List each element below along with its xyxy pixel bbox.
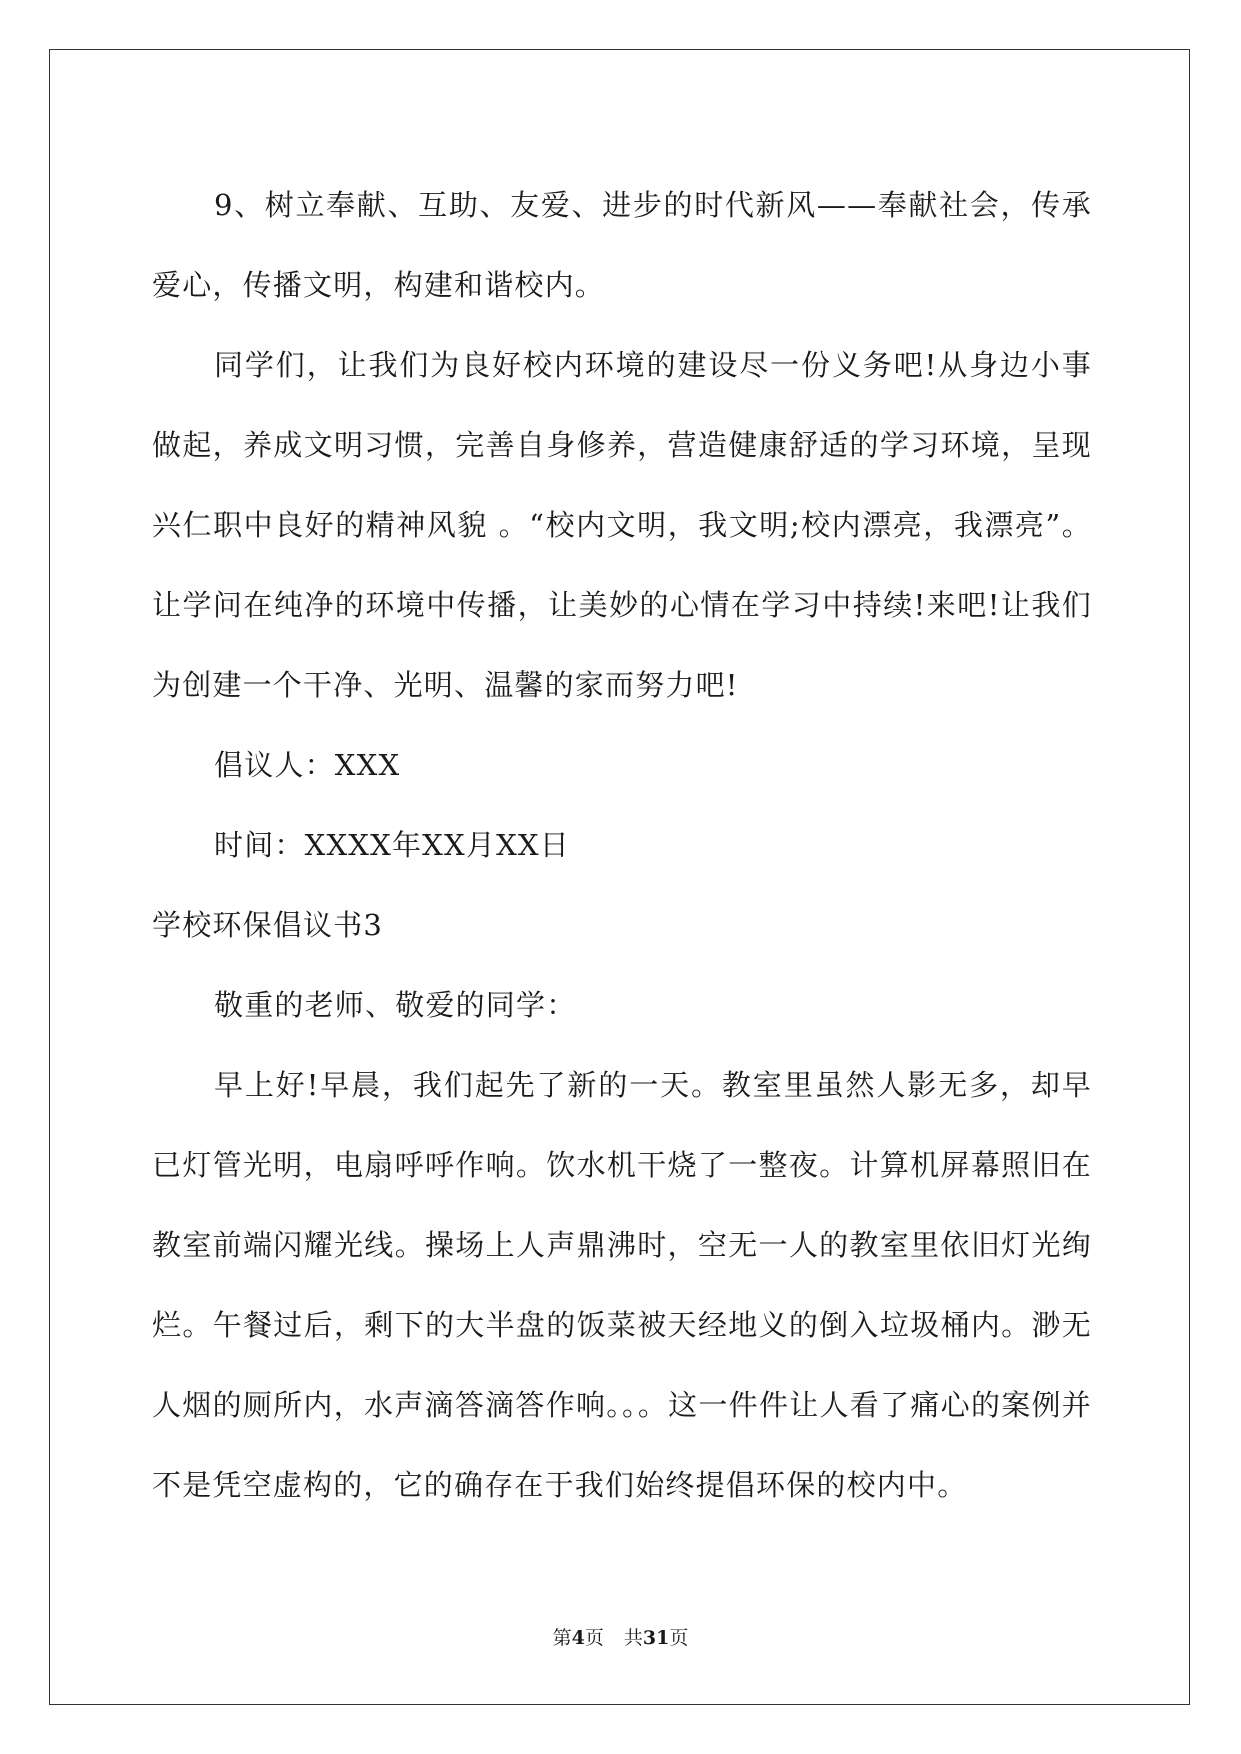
footer-page-number: 4 bbox=[571, 1627, 585, 1649]
footer-page-suffix: 页 bbox=[584, 1627, 604, 1649]
document-body bbox=[152, 165, 1092, 1525]
footer-total-suffix: 页 bbox=[669, 1627, 689, 1649]
salutation: 敬重的老师、敬爱的同学： bbox=[214, 988, 577, 1022]
initiator-line: 倡议人：XXX bbox=[214, 748, 401, 782]
paragraph-appeal: 同学们，让我们为良好校内环境的建设尽一份义务吧!从身边小事做起，养成文明习惯，完善自身修养，营造健康舒适的学习环境，呈现兴仁职中良好的精神风貌 。“校内文明，我文明;校内漂亮，我漂亮”。让学问在纯净的环境中传播，让美妙的心情在学习中持续!来吧!让我们为创建一个干净、光明、温馨的家而努力吧! bbox=[152, 348, 1092, 702]
paragraph-item-9: 9、树立奉献、互助、友爱、进步的时代新风——奉献社会，传承爱心，传播文明，构建和谐校内。 bbox=[152, 188, 1092, 302]
page-footer bbox=[0, 1623, 1241, 1650]
footer-total-prefix: 共 bbox=[623, 1627, 643, 1649]
section-heading: 学校环保倡议书3 bbox=[152, 908, 384, 942]
footer-prefix: 第 bbox=[552, 1627, 572, 1649]
footer-total-pages: 31 bbox=[642, 1627, 670, 1649]
date-line: 时间：XXXX年XX月XX日 bbox=[214, 828, 570, 862]
paragraph-morning: 早上好!早晨，我们起先了新的一天。教室里虽然人影无多，却早已灯管光明，电扇呼呼作响。饮水机干烧了一整夜。计算机屏幕照旧在教室前端闪耀光线。操场上人声鼎沸时，空无一人的教室里依旧灯光绚烂。午餐过后，剩下的大半盘的饭菜被天经地义的倒入垃圾桶内。渺无人烟的厕所内，水声滴答滴答作响。。。这一件件让人看了痛心的案例并不是凭空虚构的，它的确存在于我们始终提倡环保的校内中。 bbox=[152, 1068, 1092, 1502]
